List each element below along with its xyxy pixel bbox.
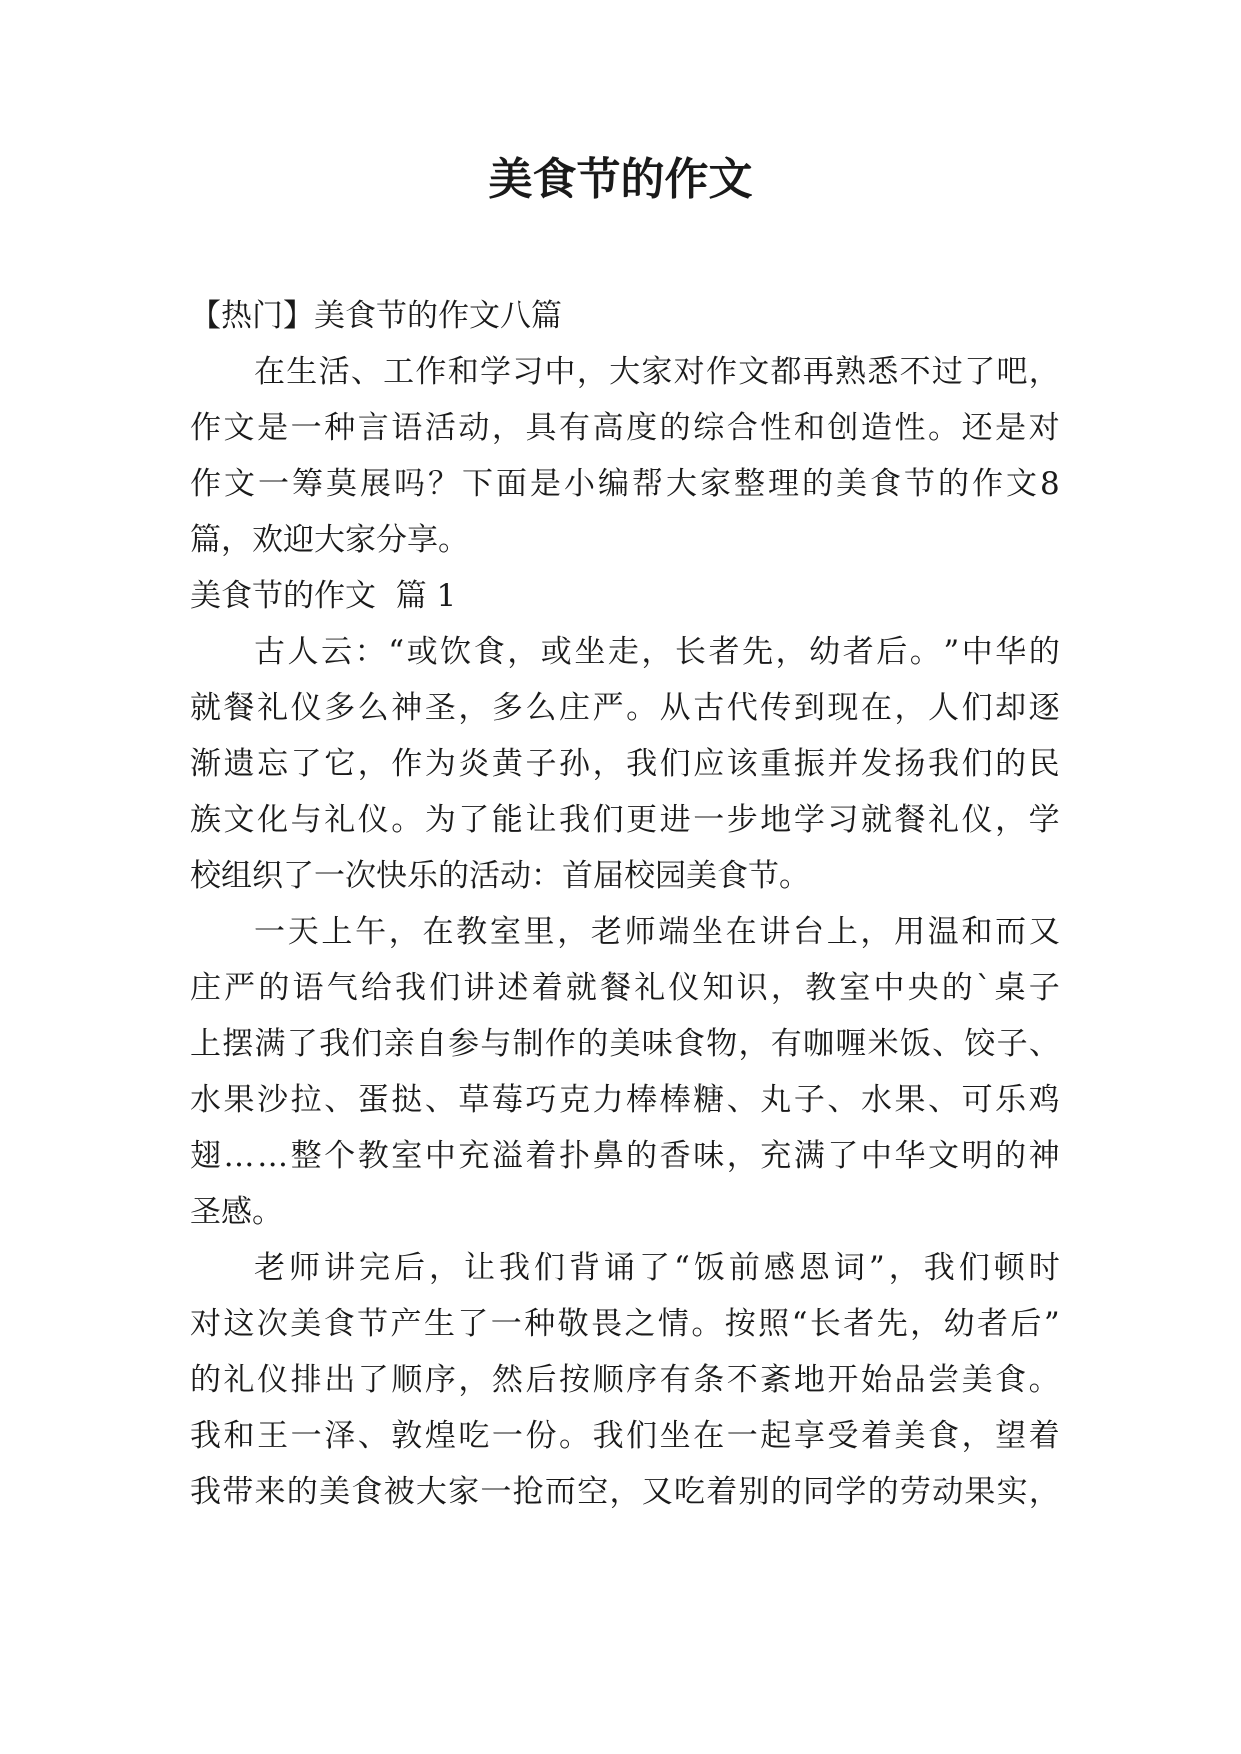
text-line: 的 礼 仪 排 出 了 顺 序 ， 然 后 按 顺 序 有 条 不 紊 地 开 始 品 尝 美 食 。 xyxy=(190,1362,1060,1398)
text-line: 庄 严 的 语 气 给 我 们 讲 述 着 就 餐 礼 仪 知 识 ， 教 室 中 央 的 ` 桌 子 xyxy=(190,970,1060,1006)
text-line: 美食节的作文 篇 1 xyxy=(190,578,457,614)
text-line: 渐 遗 忘 了 它 ， 作 为 炎 黄 子 孙 ， 我 们 应 该 重 振 并 发 扬 我 们 的 民 xyxy=(190,746,1060,782)
text-line: 水 果 沙 拉 、 蛋 挞 、 草 莓 巧 克 力 棒 棒 糖 、 丸 子 、 水 果 、 可 乐 鸡 xyxy=(190,1082,1060,1118)
text-line: 在 生 活 、 工 作 和 学 习 中 ， 大 家 对 作 文 都 再 熟 悉 不 过 了 吧 ， xyxy=(254,354,1060,390)
text-line: 古 人 云 ： “ 或 饮 食 ， 或 坐 走 ， 长 者 先 ， 幼 者 后 。 ” 中 华 的 xyxy=(254,634,1060,670)
text-line: 篇，欢迎大家分享。 xyxy=(190,522,469,558)
text-line: 【热门】美食节的作文八篇 xyxy=(190,298,562,334)
document-body xyxy=(190,288,1060,1520)
text-line: 族 文 化 与 礼 仪 。 为 了 能 让 我 们 更 进 一 步 地 学 习 就 餐 礼 仪 ， 学 xyxy=(190,802,1060,838)
text-line: 就 餐 礼 仪 多 么 神 圣 ， 多 么 庄 严 。 从 古 代 传 到 现 在 ， 人 们 却 逐 xyxy=(190,690,1060,726)
text-line: 老 师 讲 完 后 ， 让 我 们 背 诵 了 “ 饭 前 感 恩 词 ” ， 我 们 顿 时 xyxy=(254,1250,1060,1286)
document-title: 美食节的作文 xyxy=(488,154,753,205)
text-line: 上 摆 满 了 我 们 亲 自 参 与 制 作 的 美 味 食 物 ， 有 咖 喱 米 饭 、 饺 子 、 xyxy=(190,1026,1060,1062)
text-line: 我 带 来 的 美 食 被 大 家 一 抢 而 空 ， 又 吃 着 别 的 同 学 的 劳 动 果 实 ， xyxy=(190,1474,1060,1510)
text-line: 对 这 次 美 食 节 产 生 了 一 种 敬 畏 之 情 。 按 照 “ 长 者 先 ， 幼 者 后 ” xyxy=(190,1306,1060,1342)
text-line: 一 天 上 午 ， 在 教 室 里 ， 老 师 端 坐 在 讲 台 上 ， 用 温 和 而 又 xyxy=(254,914,1060,950)
text-line: 校组织了一次快乐的活动：首届校园美食节。 xyxy=(190,858,810,894)
text-line: 作 文 一 筹 莫 展 吗 ？ 下 面 是 小 编 帮 大 家 整 理 的 美 食 节 的 作 文 8 xyxy=(190,466,1060,502)
text-line: 我 和 王 一 泽 、 敦 煌 吃 一 份 。 我 们 坐 在 一 起 享 受 着 美 食 ， 望 着 xyxy=(190,1418,1060,1454)
text-line: 翅 … … 整 个 教 室 中 充 溢 着 扑 鼻 的 香 味 ， 充 满 了 中 华 文 明 的 神 xyxy=(190,1138,1060,1174)
text-line: 作 文 是 一 种 言 语 活 动 ， 具 有 高 度 的 综 合 性 和 创 造 性 。 还 是 对 xyxy=(190,410,1060,446)
text-line: 圣感。 xyxy=(190,1194,283,1230)
